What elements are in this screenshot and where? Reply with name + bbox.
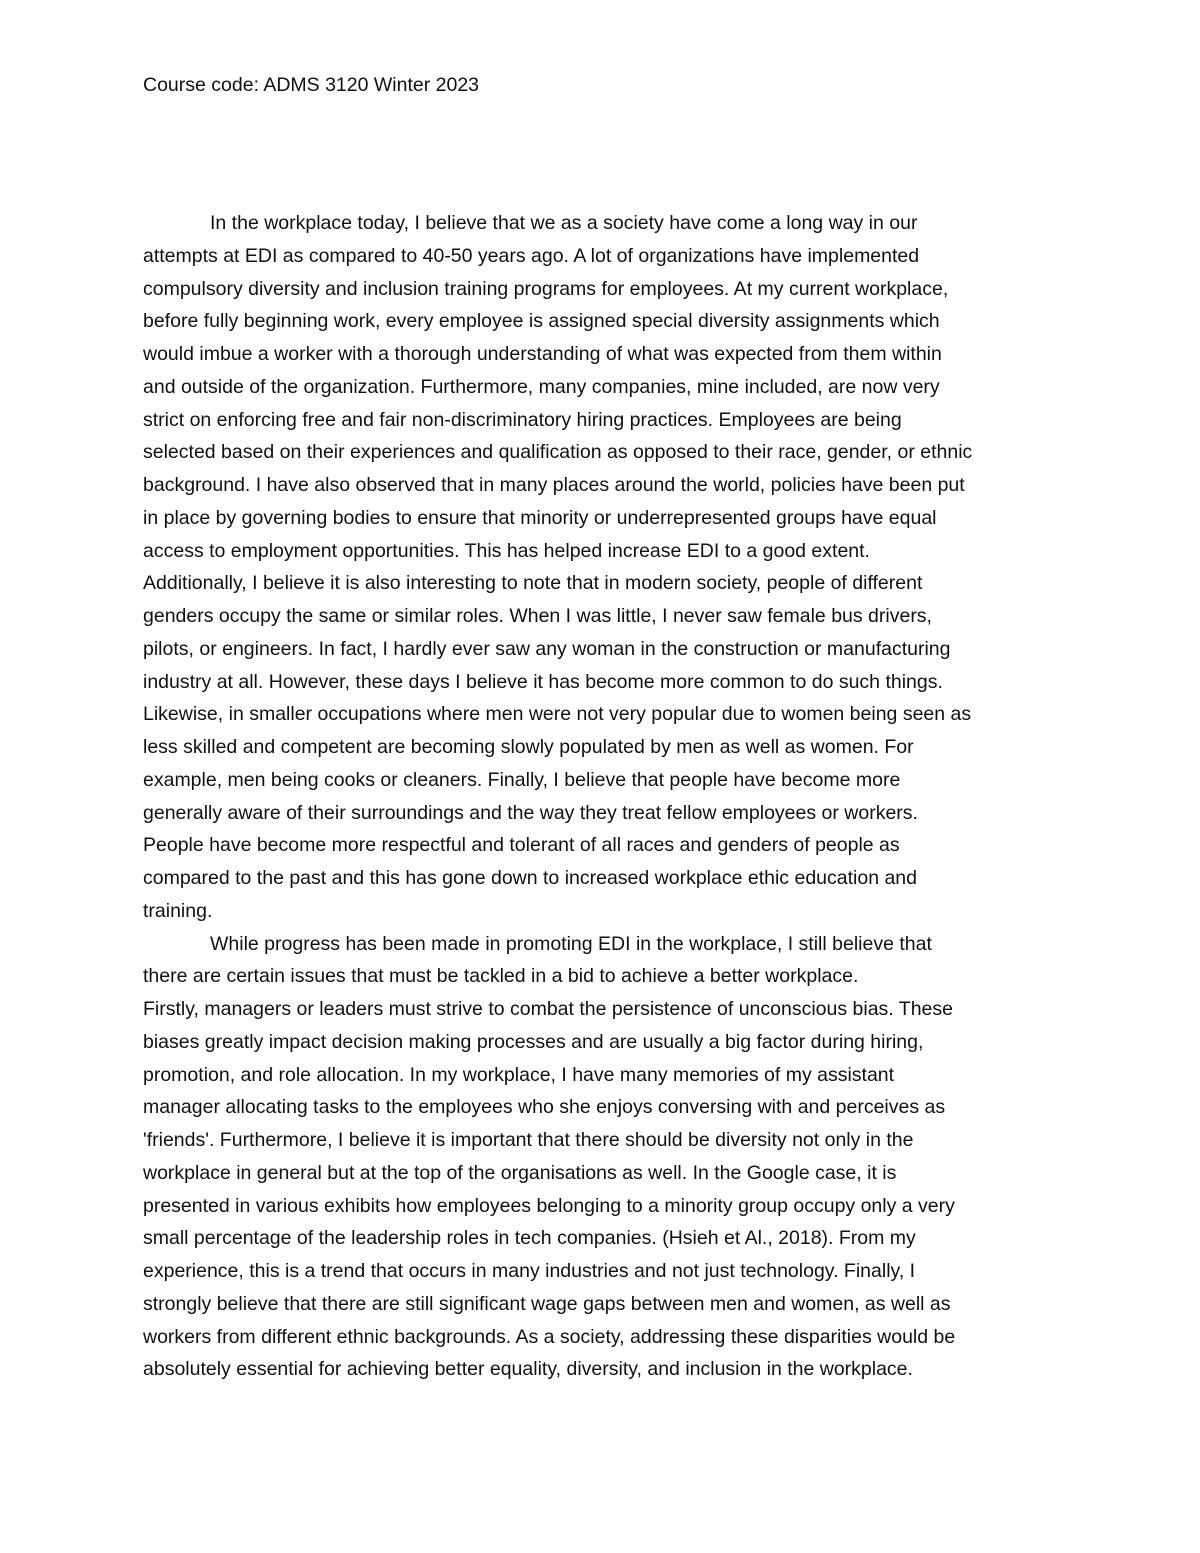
paragraph-2-line-10: small percentage of the leadership roles in tech companies. (Hsieh et Al., 2018). From my <box>143 1227 916 1250</box>
paragraph-1-line-13: genders occupy the same or similar roles. When I was little, I never saw female bus drivers, <box>143 605 932 627</box>
paragraph-1-line-5: would imbue a worker with a thorough understanding of what was expected from them within <box>143 343 942 365</box>
paragraph-2-line-5: promotion, and role allocation. In my workplace, I have many memories of my assistant <box>143 1063 895 1086</box>
paragraph-1-line-14: pilots, or engineers. In fact, I hardly ever saw any woman in the construction or manufacturing <box>143 637 951 660</box>
paragraph-1-line-9: background. I have also observed that in many places around the world, policies have been put <box>143 474 965 496</box>
paragraph-1-line-6: and outside of the organization. Furthermore, many companies, mine included, are now very <box>143 375 940 398</box>
paragraph-1-line-10: in place by governing bodies to ensure that minority or underrepresented groups have equal <box>143 506 937 529</box>
paragraph-2-line-9: presented in various exhibits how employees belonging to a minority group occupy only a very <box>143 1194 955 1217</box>
paragraph-1-line-4: before fully beginning work, every employee is assigned special diversity assignments which <box>143 310 940 333</box>
paragraph-2-line-2: there are certain issues that must be tackled in a bid to achieve a better workplace. <box>143 965 859 988</box>
paragraph-1-line-1: In the workplace today, I believe that we as a society have come a long way in our <box>210 212 918 234</box>
essay-body <box>143 207 1063 1386</box>
paragraph-1-line-21: compared to the past and this has gone down to increased workplace ethic education and <box>143 867 918 889</box>
paragraph-2-line-11: experience, this is a trend that occurs in many industries and not just technology. Finally, I <box>143 1260 916 1282</box>
paragraph-1-line-11: access to employment opportunities. This has helped increase EDI to a good extent. <box>143 539 870 562</box>
paragraph-2-line-6: manager allocating tasks to the employees who she enjoys conversing with and perceives as <box>143 1096 946 1119</box>
paragraph-2-line-12: strongly believe that there are still significant wage gaps between men and women, as well as <box>143 1292 951 1315</box>
paragraph-1-line-16: Likewise, in smaller occupations where men were not very popular due to women being seen as <box>143 703 972 726</box>
paragraph-2-line-13: workers from different ethnic backgrounds. As a society, addressing these disparities would be <box>143 1325 956 1348</box>
paragraph-1-line-17: less skilled and competent are becoming slowly populated by men as well as women. For <box>143 736 914 758</box>
paragraph-1-line-7: strict on enforcing free and fair non-discriminatory hiring practices. Employees are being <box>143 408 902 431</box>
paragraph-2-line-7: 'friends'. Furthermore, I believe it is important that there should be diversity not only in the <box>143 1129 914 1151</box>
paragraph-1-line-19: generally aware of their surroundings and the way they treat fellow employees or workers. <box>143 801 918 824</box>
paragraph-2-line-8: workplace in general but at the top of the organisations as well. In the Google case, it is <box>143 1161 897 1184</box>
paragraph-2-line-4: biases greatly impact decision making processes and are usually a big factor during hiring, <box>143 1030 924 1053</box>
paragraph-2-line-1: While progress has been made in promoting EDI in the workplace, I still believe that <box>210 932 932 955</box>
paragraph-1-line-15: industry at all. However, these days I believe it has become more common to do such things. <box>143 670 943 693</box>
paragraph-2-line-14: absolutely essential for achieving better equality, diversity, and inclusion in the workplace. <box>143 1358 913 1381</box>
paragraph-1-line-18: example, men being cooks or cleaners. Finally, I believe that people have become more <box>143 768 901 791</box>
paragraph-1-line-3: compulsory diversity and inclusion training programs for employees. At my current workplace, <box>143 277 949 300</box>
paragraph-1-line-22: training. <box>143 899 213 922</box>
course-code-header: Course code: ADMS 3120 Winter 2023 <box>143 74 480 96</box>
paragraph-1-line-20: People have become more respectful and tolerant of all races and genders of people as <box>143 834 900 857</box>
paragraph-1-line-8: selected based on their experiences and qualification as opposed to their race, gender, or ethnic <box>143 441 973 464</box>
paragraph-1-line-2: attempts at EDI as compared to 40-50 years ago. A lot of organizations have implemented <box>143 244 920 267</box>
paragraph-1-line-12: Additionally, I believe it is also interesting to note that in modern society, people of different <box>143 572 923 595</box>
paragraph-2-line-3: Firstly, managers or leaders must strive to combat the persistence of unconscious bias. These <box>143 998 953 1020</box>
